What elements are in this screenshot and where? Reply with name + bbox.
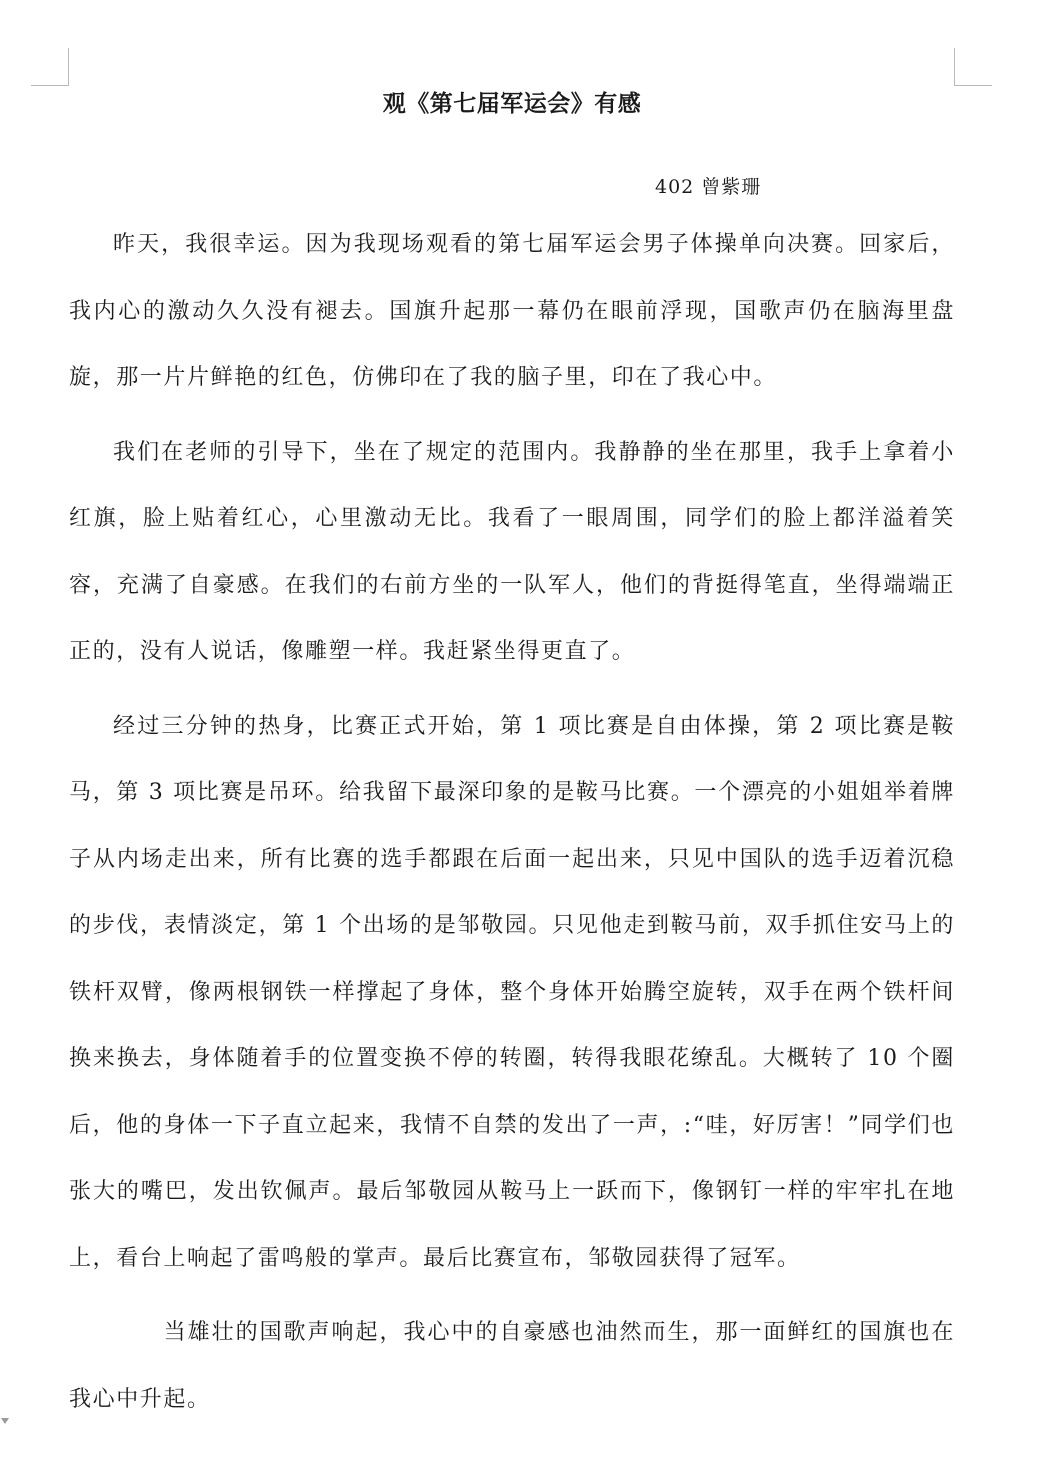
essay-title: 观《第七届军运会》有感 (382, 90, 642, 117)
paragraph-4: 当雄壮的国歌声响起，我心中的自豪感也油然而生，那一面鲜红的国旗也在我心中升起。 (69, 1320, 955, 1412)
paragraph-1: 昨天，我很幸运。因为我现场观看的第七届军运会男子体操单向决赛。回家后，我内心的激动久久没有褪去。国旗升起那一幕仍在眼前浮现，国歌声仍在脑海里盘旋，那一片片鲜艳的红色，仿佛印在了我的脑子里，印在了我心中。 (69, 232, 955, 390)
essay-author: 402 曾紫珊 (655, 176, 762, 198)
paragraph-3: 经过三分钟的热身，比赛正式开始，第 1 项比赛是自由体操，第 2 项比赛是鞍马，第 3 项比赛是吊环。给我留下最深印象的是鞍马比赛。一个漂亮的小姐姐举着牌子从内场走出来，所有比赛的选手都跟在后面一起出来，只见中国队的选手迈着沉稳的步伐，表情淡定，第 1 个出场的是邹敬园。只见他走到鞍马前，双手抓住安马上的铁杆双臂，像两根钢铁一样撑起了身体，整个身体开始腾空旋转，双手在两个铁杆间换来换去，身体随着手的位置变换不停的转圈，转得我眼花缭乱。大概转了 10 个圈后，他的身体一下子直立起来，我情不自禁的发出了一声，:“哇，好厉害！”同学们也张大的嘴巴，发出钦佩声。最后邹敬园从鞍马上一跃而下，像钢钉一样的牢牢扎在地上，看台上响起了雷鸣般的掌声。最后比赛宣布，邹敬园获得了冠军。 (69, 713, 955, 1271)
paragraph-2: 我们在老师的引导下，坐在了规定的范围内。我静静的坐在那里，我手上拿着小红旗，脸上贴着红心，心里激动无比。我看了一眼周围，同学们的脸上都洋溢着笑容，充满了自豪感。在我们的右前方坐的一队军人，他们的背挺得笔直，坐得端端正正的，没有人说话，像雕塑一样。我赶紧坐得更直了。 (69, 439, 955, 664)
top-right-crop-mark (954, 48, 992, 86)
top-left-crop-mark (31, 48, 69, 86)
essay-body (69, 212, 955, 1441)
margin-arrow-icon (1, 1418, 9, 1424)
